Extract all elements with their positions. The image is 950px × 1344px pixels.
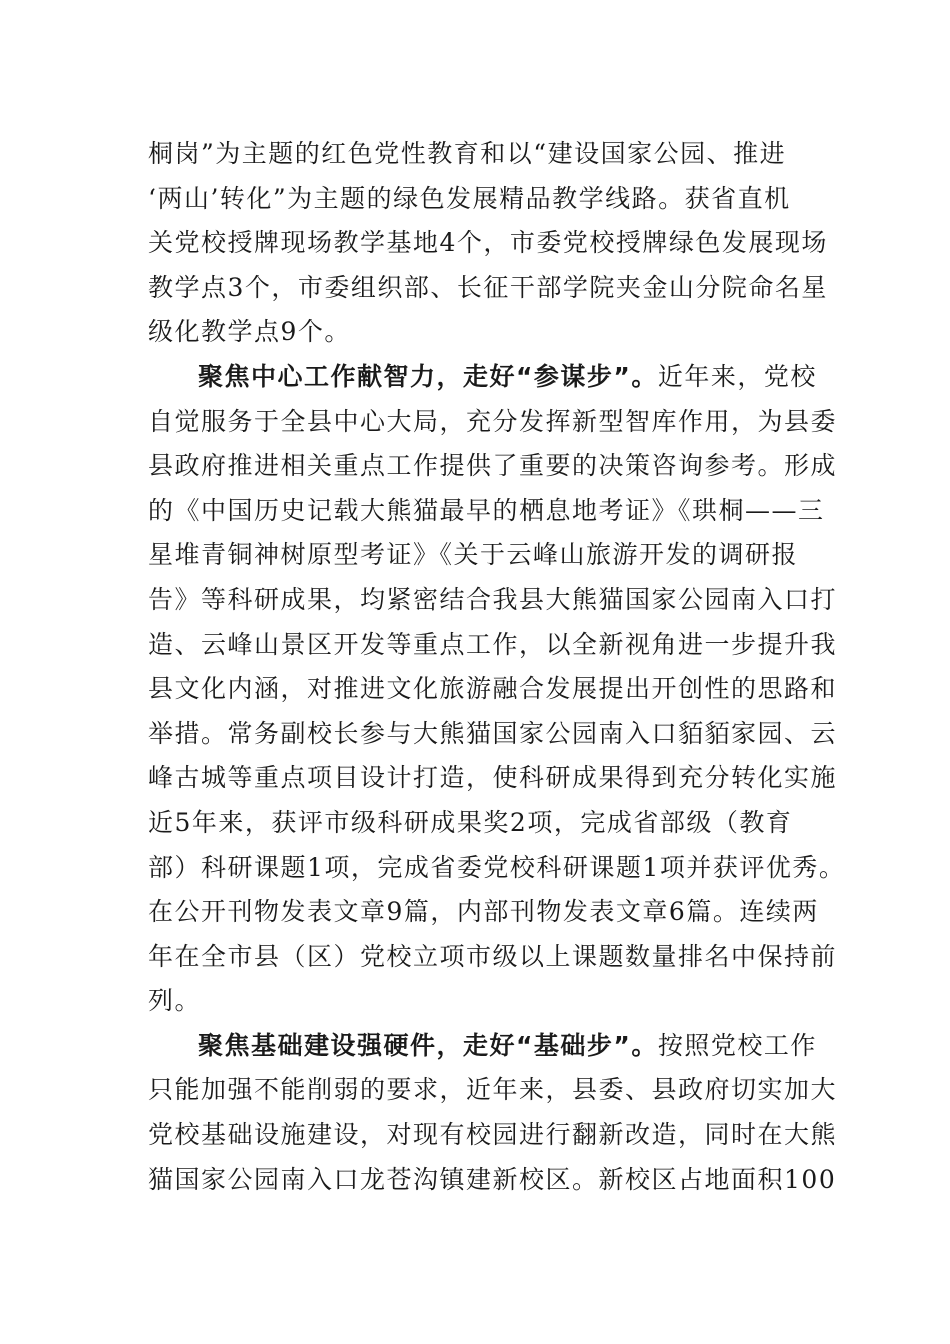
text-line: 近5年来，获评市级科研成果奖2项，完成省部级（教育 [148,807,793,837]
text-line: 自觉服务于全县中心大局，充分发挥新型智库作用，为县委 [148,406,838,436]
text-line: 县政府推进相关重点工作提供了重要的决策咨询参考。形成 [148,451,838,481]
document-body [148,132,846,1202]
text-run: 近年来，党校 [657,361,817,391]
text-line: 告》等科研成果，均紧密结合我县大熊猫国家公园南入口打 [148,584,838,614]
text-line: ‘两山’转化”为主题的绿色发展精品教学线路。获省直机 [148,183,791,213]
text-line: 年在全市县（区）党校立项市级以上课题数量排名中保持前 [148,941,838,971]
text-line: 的《中国历史记载大熊猫最早的栖息地考证》《珙桐——三 [148,495,825,525]
text-line: 部）科研课题1项，完成省委党校科研课题1项并获评优秀。 [148,852,846,882]
text-line: 党校基础设施建设，对现有校园进行翻新改造，同时在大熊 [148,1120,838,1150]
text-line: 关党校授牌现场教学基地4个，市委党校授牌绿色发展现场 [148,228,828,258]
text-line: 峰古城等重点项目设计打造，使科研成果得到充分转化实施 [148,763,838,793]
text-line: 桐岗”为主题的红色党性教育和以“建设国家公园、推进 [148,139,787,168]
paragraph-2 [148,355,846,1024]
text-line: 列。 [148,986,202,1016]
text-line: 教学点3个，市委组织部、长征干部学院夹金山分院命名星 [148,272,828,302]
text-line: 举措。常务副校长参与大熊猫国家公园南入口貊貊家园、云 [148,718,838,748]
paragraph-heading: 聚焦基础建设强硬件，走好“基础步”。 [198,1030,658,1060]
paragraph-first-line [148,355,817,400]
paragraph-3 [148,1024,838,1202]
text-line: 只能加强不能削弱的要求，近年来，县委、县政府切实加大 [148,1075,838,1105]
text-line: 造、云峰山景区开发等重点工作，以全新视角进一步提升我 [148,629,838,659]
text-line: 猫国家公园南入口龙苍沟镇建新校区。新校区占地面积100 [148,1164,837,1194]
text-line: 在公开刊物发表文章9篇，内部刊物发表文章6篇。连续两 [148,897,819,927]
text-line: 县文化内涵，对推进文化旅游融合发展提出开创性的思路和 [148,674,838,704]
paragraph-1 [148,132,828,355]
paragraph-heading: 聚焦中心工作献智力，走好“参谋步”。 [198,361,658,391]
text-run: 按照党校工作 [657,1030,817,1060]
text-line: 级化教学点9个。 [148,317,351,347]
text-line: 星堆青铜神树原型考证》《关于云峰山旅游开发的调研报 [148,540,799,570]
paragraph-first-line [148,1024,817,1069]
